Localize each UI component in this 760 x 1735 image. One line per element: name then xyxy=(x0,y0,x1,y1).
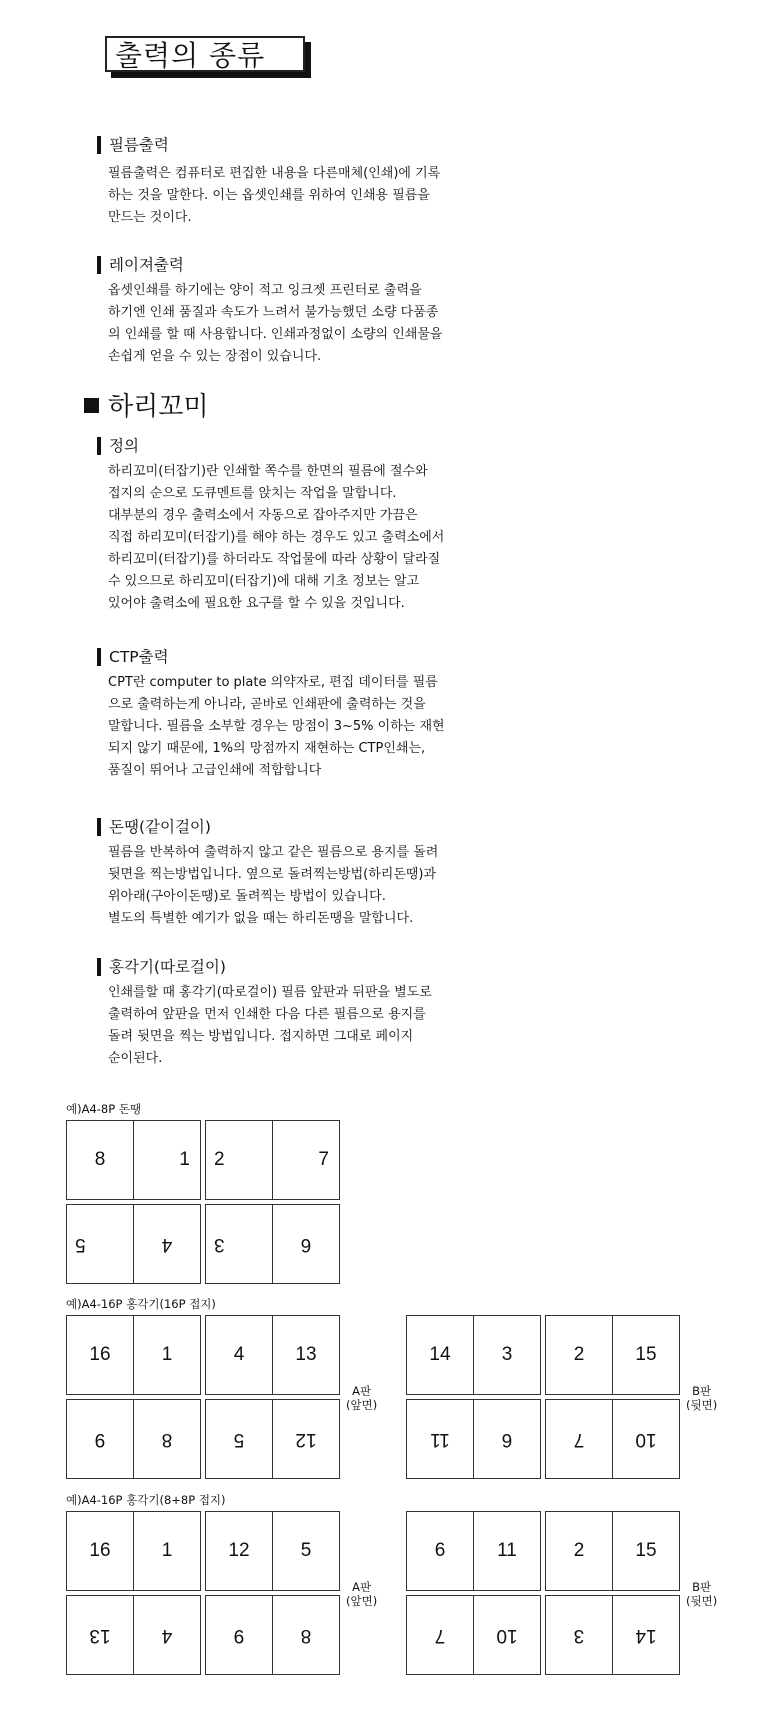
section-body-laser xyxy=(108,280,442,368)
page-number: 2 xyxy=(573,1344,585,1365)
plate-b-label xyxy=(686,1580,717,1608)
section-heading-honggakgi: 홍각기(따로걸이) xyxy=(97,958,226,976)
page-cell xyxy=(205,1204,273,1284)
page-cell xyxy=(272,1399,340,1479)
page-cell xyxy=(406,1595,474,1675)
page-cell xyxy=(272,1204,340,1284)
page-number: 14 xyxy=(429,1344,451,1365)
text-line: 수 있으므로 하리꼬미(터잡기)에 대해 기초 정보는 알고 xyxy=(108,574,420,589)
section-heading-dontaeng: 돈땡(같이걸이) xyxy=(97,818,211,836)
example-label-8p: 예)A4-8P 돈땡 xyxy=(66,1102,142,1116)
page-number: 1 xyxy=(161,1540,173,1561)
page-number: 1 xyxy=(161,1344,173,1365)
page-cell xyxy=(133,1120,201,1200)
section-heading-definition: 정의 xyxy=(97,437,139,455)
page-cell xyxy=(205,1399,273,1479)
text-line: 만드는 것이다. xyxy=(108,210,192,225)
section-heading-film: 필름출력 xyxy=(97,136,169,154)
text-line: 으로 출력하는게 아니라, 곧바로 인쇄판에 출력하는 것을 xyxy=(108,697,426,712)
text-line: 출력하여 앞판을 먼저 인쇄한 다음 다른 필름으로 용지를 xyxy=(108,1007,426,1022)
plate-b-title: B판 xyxy=(692,1580,712,1594)
page-cell xyxy=(133,1204,201,1284)
plate-b-subtitle: (뒷면) xyxy=(686,1594,718,1608)
page-cell xyxy=(545,1595,613,1675)
page-cell xyxy=(272,1315,340,1395)
plate-b-label xyxy=(686,1384,717,1412)
page-cell xyxy=(545,1315,613,1395)
page-number: 2 xyxy=(214,1149,225,1170)
page-cell xyxy=(66,1399,134,1479)
page-cell xyxy=(473,1399,541,1479)
text-line: 대부분의 경우 출력소에서 자동으로 잡아주지만 가끔은 xyxy=(108,508,418,523)
page-cell xyxy=(133,1315,201,1395)
text-line: 하리꼬미(터잡기)를 하더라도 작업물에 따라 상황이 달라질 xyxy=(108,552,441,567)
page-number: 15 xyxy=(635,1344,657,1365)
page-number: 1 xyxy=(179,1149,190,1170)
page-cell xyxy=(545,1511,613,1591)
text-line: 돌려 뒷면을 찍는 방법입니다. 접지하면 그대로 페이지 xyxy=(108,1029,414,1044)
page-number: 13 xyxy=(295,1344,317,1365)
page-number: 9 xyxy=(233,1625,245,1646)
big-heading xyxy=(84,392,208,422)
page-number: 15 xyxy=(635,1540,657,1561)
page-cell xyxy=(545,1399,613,1479)
page-cell xyxy=(66,1595,134,1675)
plate-a-subtitle: (앞면) xyxy=(346,1594,378,1608)
page-number: 5 xyxy=(233,1429,245,1450)
text-line: 있어야 출력소에 필요한 요구를 할 수 있을 것입니다. xyxy=(108,596,405,611)
page-cell xyxy=(66,1511,134,1591)
page-cell xyxy=(133,1399,201,1479)
page-number: 3 xyxy=(214,1234,225,1255)
page-number: 4 xyxy=(161,1234,173,1255)
plate-b-subtitle: (뒷면) xyxy=(686,1398,718,1412)
text-line: 별도의 특별한 예기가 없을 때는 하리돈땡을 말합니다. xyxy=(108,911,414,926)
page-number: 13 xyxy=(89,1625,111,1646)
page-number: 7 xyxy=(434,1625,446,1646)
square-bullet-icon xyxy=(84,398,99,413)
text-line: 뒷면을 찍는방법입니다. 옆으로 돌려찍는방법(하리돈땡)과 xyxy=(108,867,437,882)
plate-a-label xyxy=(346,1580,377,1608)
page-number: 11 xyxy=(430,1429,450,1450)
text-line: 손쉽게 얻을 수 있는 장점이 있습니다. xyxy=(108,349,322,364)
plate-b-title: B판 xyxy=(692,1384,712,1398)
page-number: 4 xyxy=(233,1344,245,1365)
page-cell xyxy=(612,1595,680,1675)
section-body-ctp xyxy=(108,672,445,782)
text-line: 필름출력은 컴퓨터로 편집한 내용을 다른매체(인쇄)에 기록 xyxy=(108,166,441,181)
section-body-definition xyxy=(108,461,444,615)
page-cell xyxy=(205,1120,273,1200)
page-number: 14 xyxy=(635,1625,657,1646)
page-number: 5 xyxy=(75,1234,86,1255)
page-cell xyxy=(406,1511,474,1591)
text-line: 하는 것을 말한다. 이는 옵셋인쇄를 위하여 인쇄용 필름을 xyxy=(108,188,430,203)
text-line: 의 인쇄를 할 때 사용합니다. 인쇄과정없이 소량의 인쇄물을 xyxy=(108,327,443,342)
page-cell xyxy=(133,1595,201,1675)
page-number: 6 xyxy=(434,1540,446,1561)
page-number: 5 xyxy=(300,1540,312,1561)
text-line: 하기엔 인쇄 품질과 속도가 느려서 불가능했던 소량 다품종 xyxy=(108,305,439,320)
page-number: 10 xyxy=(496,1625,518,1646)
page-cell xyxy=(133,1511,201,1591)
page-number: 8 xyxy=(300,1625,312,1646)
page-number: 7 xyxy=(318,1149,329,1170)
plate-a-title: A판 xyxy=(352,1384,372,1398)
page-cell xyxy=(205,1315,273,1395)
page-cell xyxy=(406,1399,474,1479)
text-line: 순이된다. xyxy=(108,1051,163,1066)
page-cell xyxy=(66,1315,134,1395)
page-number: 9 xyxy=(94,1429,106,1450)
page-number: 7 xyxy=(573,1429,585,1450)
plate-a-subtitle: (앞면) xyxy=(346,1398,378,1412)
page-number: 3 xyxy=(501,1344,513,1365)
text-line: CPT란 computer to plate 의약자로, 편집 데이터를 필름 xyxy=(108,675,438,690)
page-number: 16 xyxy=(89,1540,111,1561)
page-number: 11 xyxy=(497,1540,517,1561)
page-cell xyxy=(66,1120,134,1200)
page-number: 2 xyxy=(573,1540,585,1561)
text-line: 품질이 뛰어나 고급인쇄에 적합합니다 xyxy=(108,763,322,778)
page-cell xyxy=(205,1595,273,1675)
text-line: 직접 하리꼬미(터잡기)를 해야 하는 경우도 있고 출력소에서 xyxy=(108,530,445,545)
page-cell xyxy=(473,1315,541,1395)
page-cell xyxy=(473,1511,541,1591)
page-number: 6 xyxy=(501,1429,513,1450)
page-cell xyxy=(473,1595,541,1675)
page-title: 출력의 종류 xyxy=(105,36,305,72)
section-body-film xyxy=(108,163,440,229)
page-number: 4 xyxy=(161,1625,173,1646)
text-line: 하리꼬미(터잡기)란 인쇄할 쪽수를 한면의 필름에 절수와 xyxy=(108,464,428,479)
text-line: 접지의 순으로 도큐멘트를 앉치는 작업을 말합니다. xyxy=(108,486,397,501)
page-number: 6 xyxy=(300,1234,312,1255)
page-number: 8 xyxy=(94,1149,106,1170)
page-cell xyxy=(272,1595,340,1675)
page-cell xyxy=(272,1511,340,1591)
plate-a-label xyxy=(346,1384,377,1412)
page-cell xyxy=(272,1120,340,1200)
page-number: 16 xyxy=(89,1344,111,1365)
text-line: 필름을 반복하여 출력하지 않고 같은 필름으로 용지를 돌려 xyxy=(108,845,439,860)
section-heading-laser: 레이져출력 xyxy=(97,256,184,274)
page-cell xyxy=(612,1315,680,1395)
example-label-8-8p: 예)A4-16P 홍각기(8+8P 접지) xyxy=(66,1493,226,1507)
text-line: 말합니다. 필름을 소부할 경우는 망점이 3~5% 이하는 재현 xyxy=(108,719,445,734)
section-heading-ctp: CTP출력 xyxy=(97,648,169,666)
page-cell xyxy=(66,1204,134,1284)
section-body-dontaeng xyxy=(108,842,438,930)
page-cell xyxy=(612,1511,680,1591)
big-heading-text: 하리꼬미 xyxy=(108,392,209,422)
text-line: 되지 않기 때문에, 1%의 망점까지 재현하는 CTP인쇄는, xyxy=(108,741,426,756)
page-cell xyxy=(205,1511,273,1591)
page-cell xyxy=(612,1399,680,1479)
section-body-honggakgi xyxy=(108,982,432,1070)
page-cell xyxy=(406,1315,474,1395)
plate-a-title: A판 xyxy=(352,1580,372,1594)
text-line: 위아래(구아이돈땡)로 돌려찍는 방법이 있습니다. xyxy=(108,889,386,904)
page-number: 12 xyxy=(228,1540,250,1561)
text-line: 인쇄를할 때 홍각기(따로걸이) 필름 앞판과 뒤판을 별도로 xyxy=(108,985,432,1000)
page-number: 12 xyxy=(295,1429,317,1450)
page-number: 10 xyxy=(635,1429,657,1450)
example-label-16p: 예)A4-16P 홍각기(16P 접지) xyxy=(66,1297,216,1311)
text-line: 옵셋인쇄를 하기에는 양이 적고 잉크젯 프린터로 출력을 xyxy=(108,283,422,298)
page-number: 8 xyxy=(161,1429,173,1450)
page-number: 3 xyxy=(573,1625,585,1646)
